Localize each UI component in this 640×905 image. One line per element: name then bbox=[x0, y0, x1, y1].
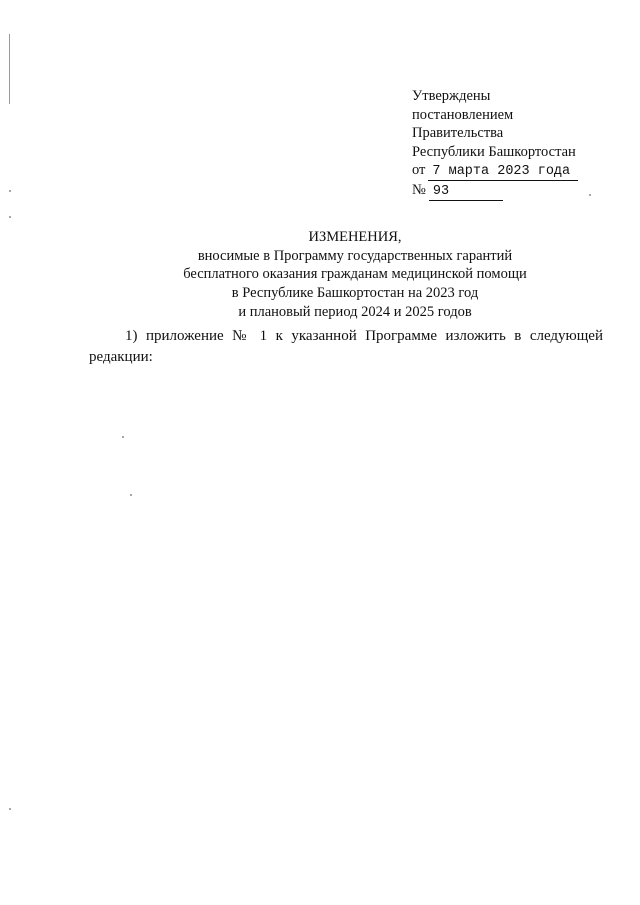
approval-number: 93 bbox=[429, 184, 503, 201]
title-line: в Республике Башкортостан на 2023 год bbox=[231, 285, 479, 302]
body-paragraph bbox=[89, 326, 603, 368]
title-line: вносимые в Программу государственных гарантий bbox=[197, 247, 513, 264]
scan-speck bbox=[9, 216, 11, 218]
paragraph-text: 1) приложение № 1 к указанной Программе изложить в следующей редакции: bbox=[89, 328, 603, 365]
title-line: бесплатного оказания гражданам медицинской помощи bbox=[183, 266, 527, 283]
scan-speck bbox=[122, 436, 124, 438]
number-prefix: № bbox=[412, 182, 426, 199]
scan-artifact-line bbox=[9, 34, 10, 104]
approval-date-line bbox=[412, 161, 612, 181]
title-line: и плановый период 2024 и 2025 годов bbox=[238, 303, 472, 320]
approval-number-line bbox=[412, 181, 612, 201]
approval-date: 7 марта 2023 года bbox=[428, 164, 578, 181]
scan-speck bbox=[9, 190, 11, 192]
scan-speck bbox=[130, 494, 132, 496]
approval-line: Правительства bbox=[412, 125, 504, 142]
approval-line: Республики Башкортостан bbox=[412, 143, 576, 160]
approval-line: постановлением bbox=[412, 106, 514, 123]
scan-speck bbox=[9, 808, 11, 810]
approval-stamp-block bbox=[412, 87, 612, 201]
document-title bbox=[120, 228, 590, 322]
approval-line: Утверждены bbox=[412, 88, 491, 104]
title-heading: ИЗМЕНЕНИЯ, bbox=[308, 229, 402, 245]
date-prefix: от bbox=[412, 162, 426, 179]
